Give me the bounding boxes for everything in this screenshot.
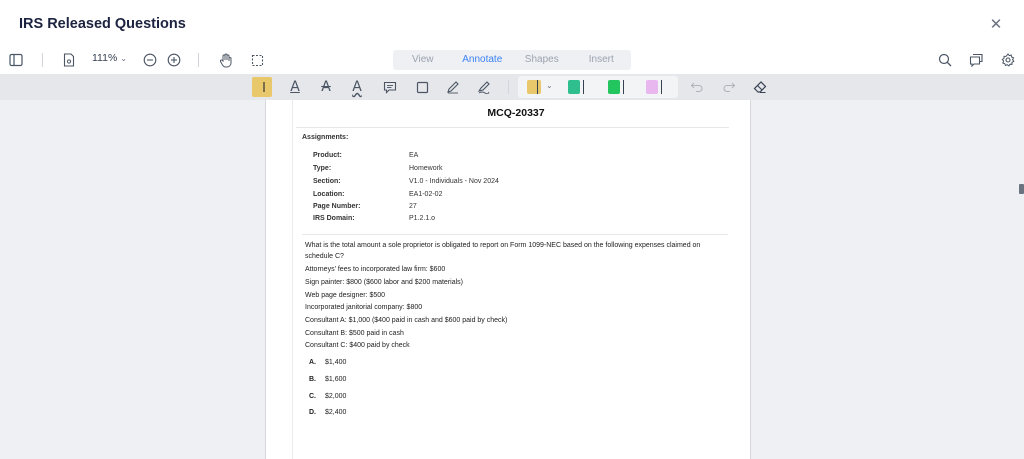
answer-option-c[interactable]: [309, 393, 346, 400]
option-text: $2,000: [325, 393, 347, 400]
answer-option-b[interactable]: [309, 376, 346, 383]
option-letter: B.: [309, 376, 316, 383]
question-line: Consultant A: $1,000 ($400 paid in cash and $600 paid by check): [305, 317, 508, 324]
question-line: Incorporated janitorial company: $800: [305, 304, 423, 311]
sidebar-toggle-icon[interactable]: [9, 51, 23, 69]
undo-icon[interactable]: [689, 77, 705, 97]
text-cursor-icon: [661, 80, 662, 94]
question-line: Attorneys' fees to incorporated law firm: $600: [305, 266, 446, 273]
answer-option-d[interactable]: [309, 409, 346, 416]
tab-view[interactable]: View: [412, 54, 434, 65]
scrollbar-thumb[interactable]: [1019, 184, 1024, 194]
meta-key: IRS Domain:: [313, 215, 355, 222]
chevron-down-icon: ⌄: [120, 53, 127, 63]
meta-key: Product:: [313, 152, 342, 159]
comment-tool-icon[interactable]: [382, 77, 398, 97]
text-cursor-icon: [623, 80, 624, 94]
marquee-select-icon[interactable]: [250, 51, 264, 69]
color-swatch-pink[interactable]: [646, 80, 658, 94]
marker-tool-icon[interactable]: [476, 77, 492, 97]
question-line: Sign painter: $800 ($600 labor and $200 materials): [305, 279, 463, 286]
question-line: Consultant B: $500 paid in cash: [305, 330, 404, 337]
color-swatch-yellow[interactable]: [527, 80, 541, 94]
chevron-down-icon[interactable]: ⌄: [546, 81, 553, 90]
question-line: Web page designer: $500: [305, 292, 386, 299]
highlight-tool-icon[interactable]: [252, 77, 272, 97]
meta-value: 27: [409, 203, 417, 210]
text-cursor-icon: [537, 80, 538, 94]
text-cursor-icon: [583, 80, 584, 94]
toolbar-divider: [42, 53, 43, 67]
option-text: $1,400: [325, 359, 347, 366]
squiggly-tool-icon[interactable]: A: [352, 79, 362, 95]
question-line: schedule C?: [305, 253, 344, 260]
pen-tool-icon[interactable]: [445, 77, 461, 97]
option-letter: A.: [309, 359, 316, 366]
tab-shapes[interactable]: Shapes: [524, 54, 559, 65]
zoom-level: 111%: [92, 52, 118, 64]
rectangle-tool-icon[interactable]: [414, 77, 430, 97]
color-swatch-green[interactable]: [608, 80, 620, 94]
search-icon[interactable]: [937, 51, 953, 69]
option-letter: D.: [309, 409, 316, 416]
divider: [302, 234, 728, 235]
color-swatch-group: [518, 76, 678, 98]
divider: [296, 127, 729, 128]
close-icon[interactable]: ✕: [989, 16, 1003, 33]
option-text: $1,600: [325, 376, 347, 383]
question-line: Consultant C: $400 paid by check: [305, 342, 410, 349]
strikethrough-tool-icon[interactable]: A: [321, 79, 331, 95]
meta-key: Location:: [313, 191, 345, 198]
meta-value: P1.2.1.o: [409, 215, 436, 222]
option-text: $2,400: [325, 409, 347, 416]
option-letter: C.: [309, 393, 316, 400]
pan-hand-icon[interactable]: [218, 51, 234, 69]
eraser-icon[interactable]: [752, 77, 768, 97]
meta-value: Homework: [409, 165, 443, 172]
toolbar-divider: [508, 80, 509, 94]
underline-tool-icon[interactable]: A: [290, 79, 300, 95]
annotation-toolbar: [0, 74, 1024, 100]
redo-icon[interactable]: [721, 77, 737, 97]
meta-key: Type:: [313, 165, 332, 172]
window-title: IRS Released Questions: [19, 16, 186, 32]
settings-gear-icon[interactable]: [1000, 51, 1016, 69]
zoom-in-icon[interactable]: [166, 51, 181, 69]
assignments-label: Assignments:: [302, 134, 349, 141]
meta-value: V1.0 - Individuals - Nov 2024: [409, 178, 499, 185]
zoom-out-icon[interactable]: [142, 51, 157, 69]
meta-value: EA: [409, 152, 419, 159]
tab-annotate[interactable]: Annotate: [462, 54, 503, 65]
answer-option-a[interactable]: [309, 359, 346, 366]
meta-key: Page Number:: [313, 203, 361, 210]
toolbar-divider: [198, 53, 199, 67]
comments-icon[interactable]: [968, 51, 984, 69]
page-fit-icon[interactable]: [62, 51, 76, 69]
mode-tabs: [393, 50, 631, 70]
title-bar: [0, 0, 1024, 46]
meta-value: EA1-02-02: [409, 191, 443, 198]
question-line: What is the total amount a sole proprietor is obligated to report on Form 1099-NEC based on the following expenses claimed on: [305, 242, 701, 249]
meta-key: Section:: [313, 178, 341, 185]
document-title: MCQ-20337: [487, 107, 545, 119]
main-toolbar: [0, 46, 1024, 74]
color-swatch-teal[interactable]: [568, 80, 580, 94]
zoom-select[interactable]: [92, 52, 127, 64]
tab-insert[interactable]: Insert: [588, 54, 614, 65]
